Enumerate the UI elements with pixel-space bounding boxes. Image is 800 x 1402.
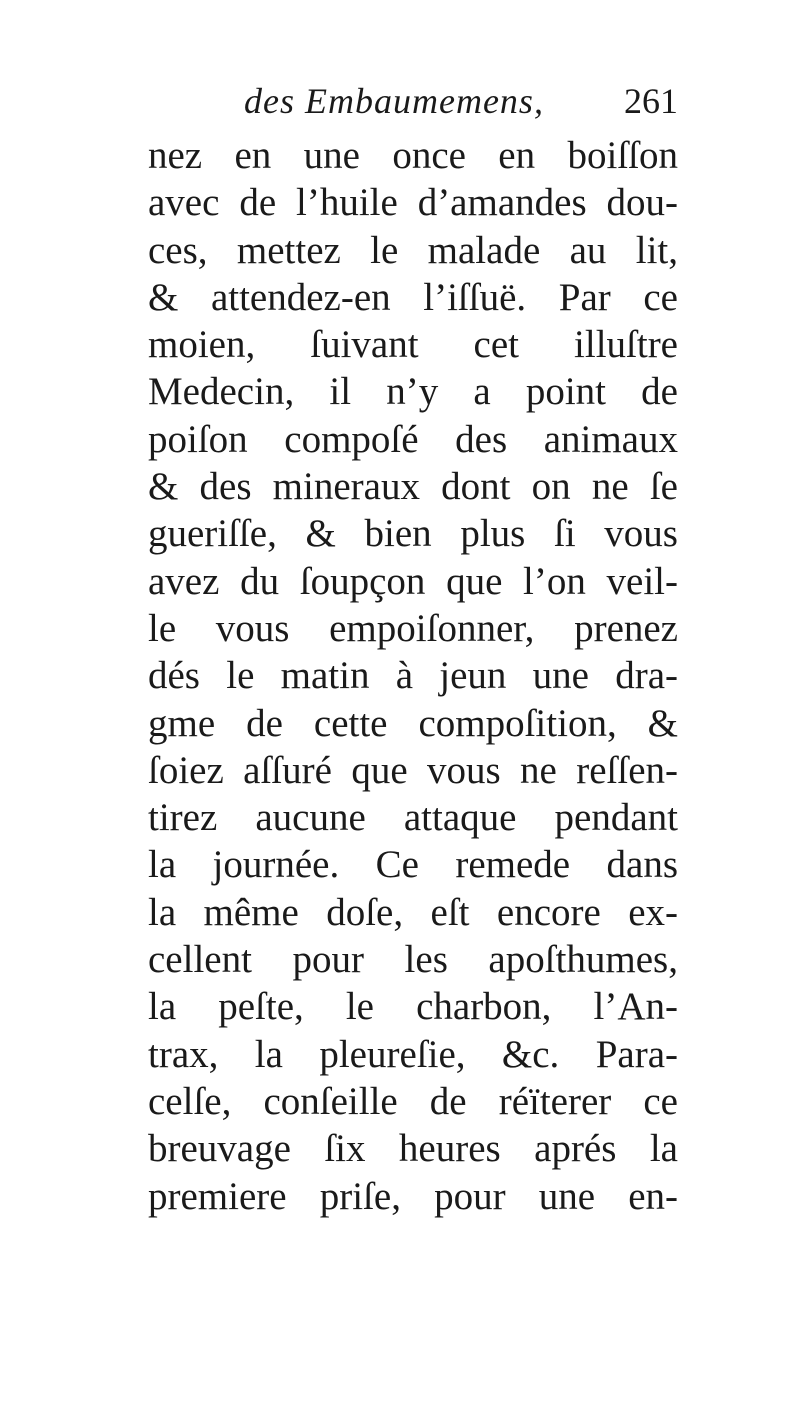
- text-line: ces, mettez le malade au lit,: [148, 228, 678, 272]
- text-line: Medecin, il n’y a point de: [148, 370, 678, 414]
- text-line: dés le matin à jeun une dra-: [148, 654, 678, 698]
- text-line: trax, la pleureſie, &c. Para-: [148, 1032, 678, 1076]
- text-line: premiere priſe, pour une en-: [148, 1174, 678, 1218]
- text-line: cellent pour les apoſthumes,: [148, 938, 678, 982]
- text-line: avez du ſoupçon que l’on veil-: [148, 559, 678, 603]
- page-header: [148, 80, 678, 130]
- text-line: poiſon compoſé des animaux: [148, 417, 678, 461]
- text-line: la même doſe, eſt encore ex-: [148, 890, 678, 934]
- text-line: le vous empoiſonner, prenez: [148, 606, 678, 650]
- text-line: tirez aucune attaque pendant: [148, 796, 678, 840]
- text-line: breuvage ſix heures aprés la: [148, 1127, 678, 1171]
- running-title: des Embaumemens,: [244, 81, 544, 121]
- text-line: & des mineraux dont on ne ſe: [148, 465, 678, 509]
- text-line: avec de l’huile d’amandes dou-: [148, 181, 678, 225]
- text-line: gueriſſe, & bien plus ſi vous: [148, 512, 678, 556]
- body-text: [148, 132, 678, 1220]
- text-line: la journée. Ce remede dans: [148, 843, 678, 887]
- text-line: moien, ſuivant cet illuſtre: [148, 323, 678, 367]
- text-line: ſoiez aſſuré que vous ne reſſen-: [148, 748, 678, 792]
- page-number: 261: [624, 81, 678, 121]
- text-line: & attendez-en l’iſſuë. Par ce: [148, 275, 678, 319]
- text-line: la peſte, le charbon, l’An-: [148, 985, 678, 1029]
- text-line: celſe, conſeille de réïterer ce: [148, 1079, 678, 1123]
- text-line: nez en une once en boiſſon: [148, 134, 678, 177]
- text-line: gme de cette compoſition, &: [148, 701, 678, 745]
